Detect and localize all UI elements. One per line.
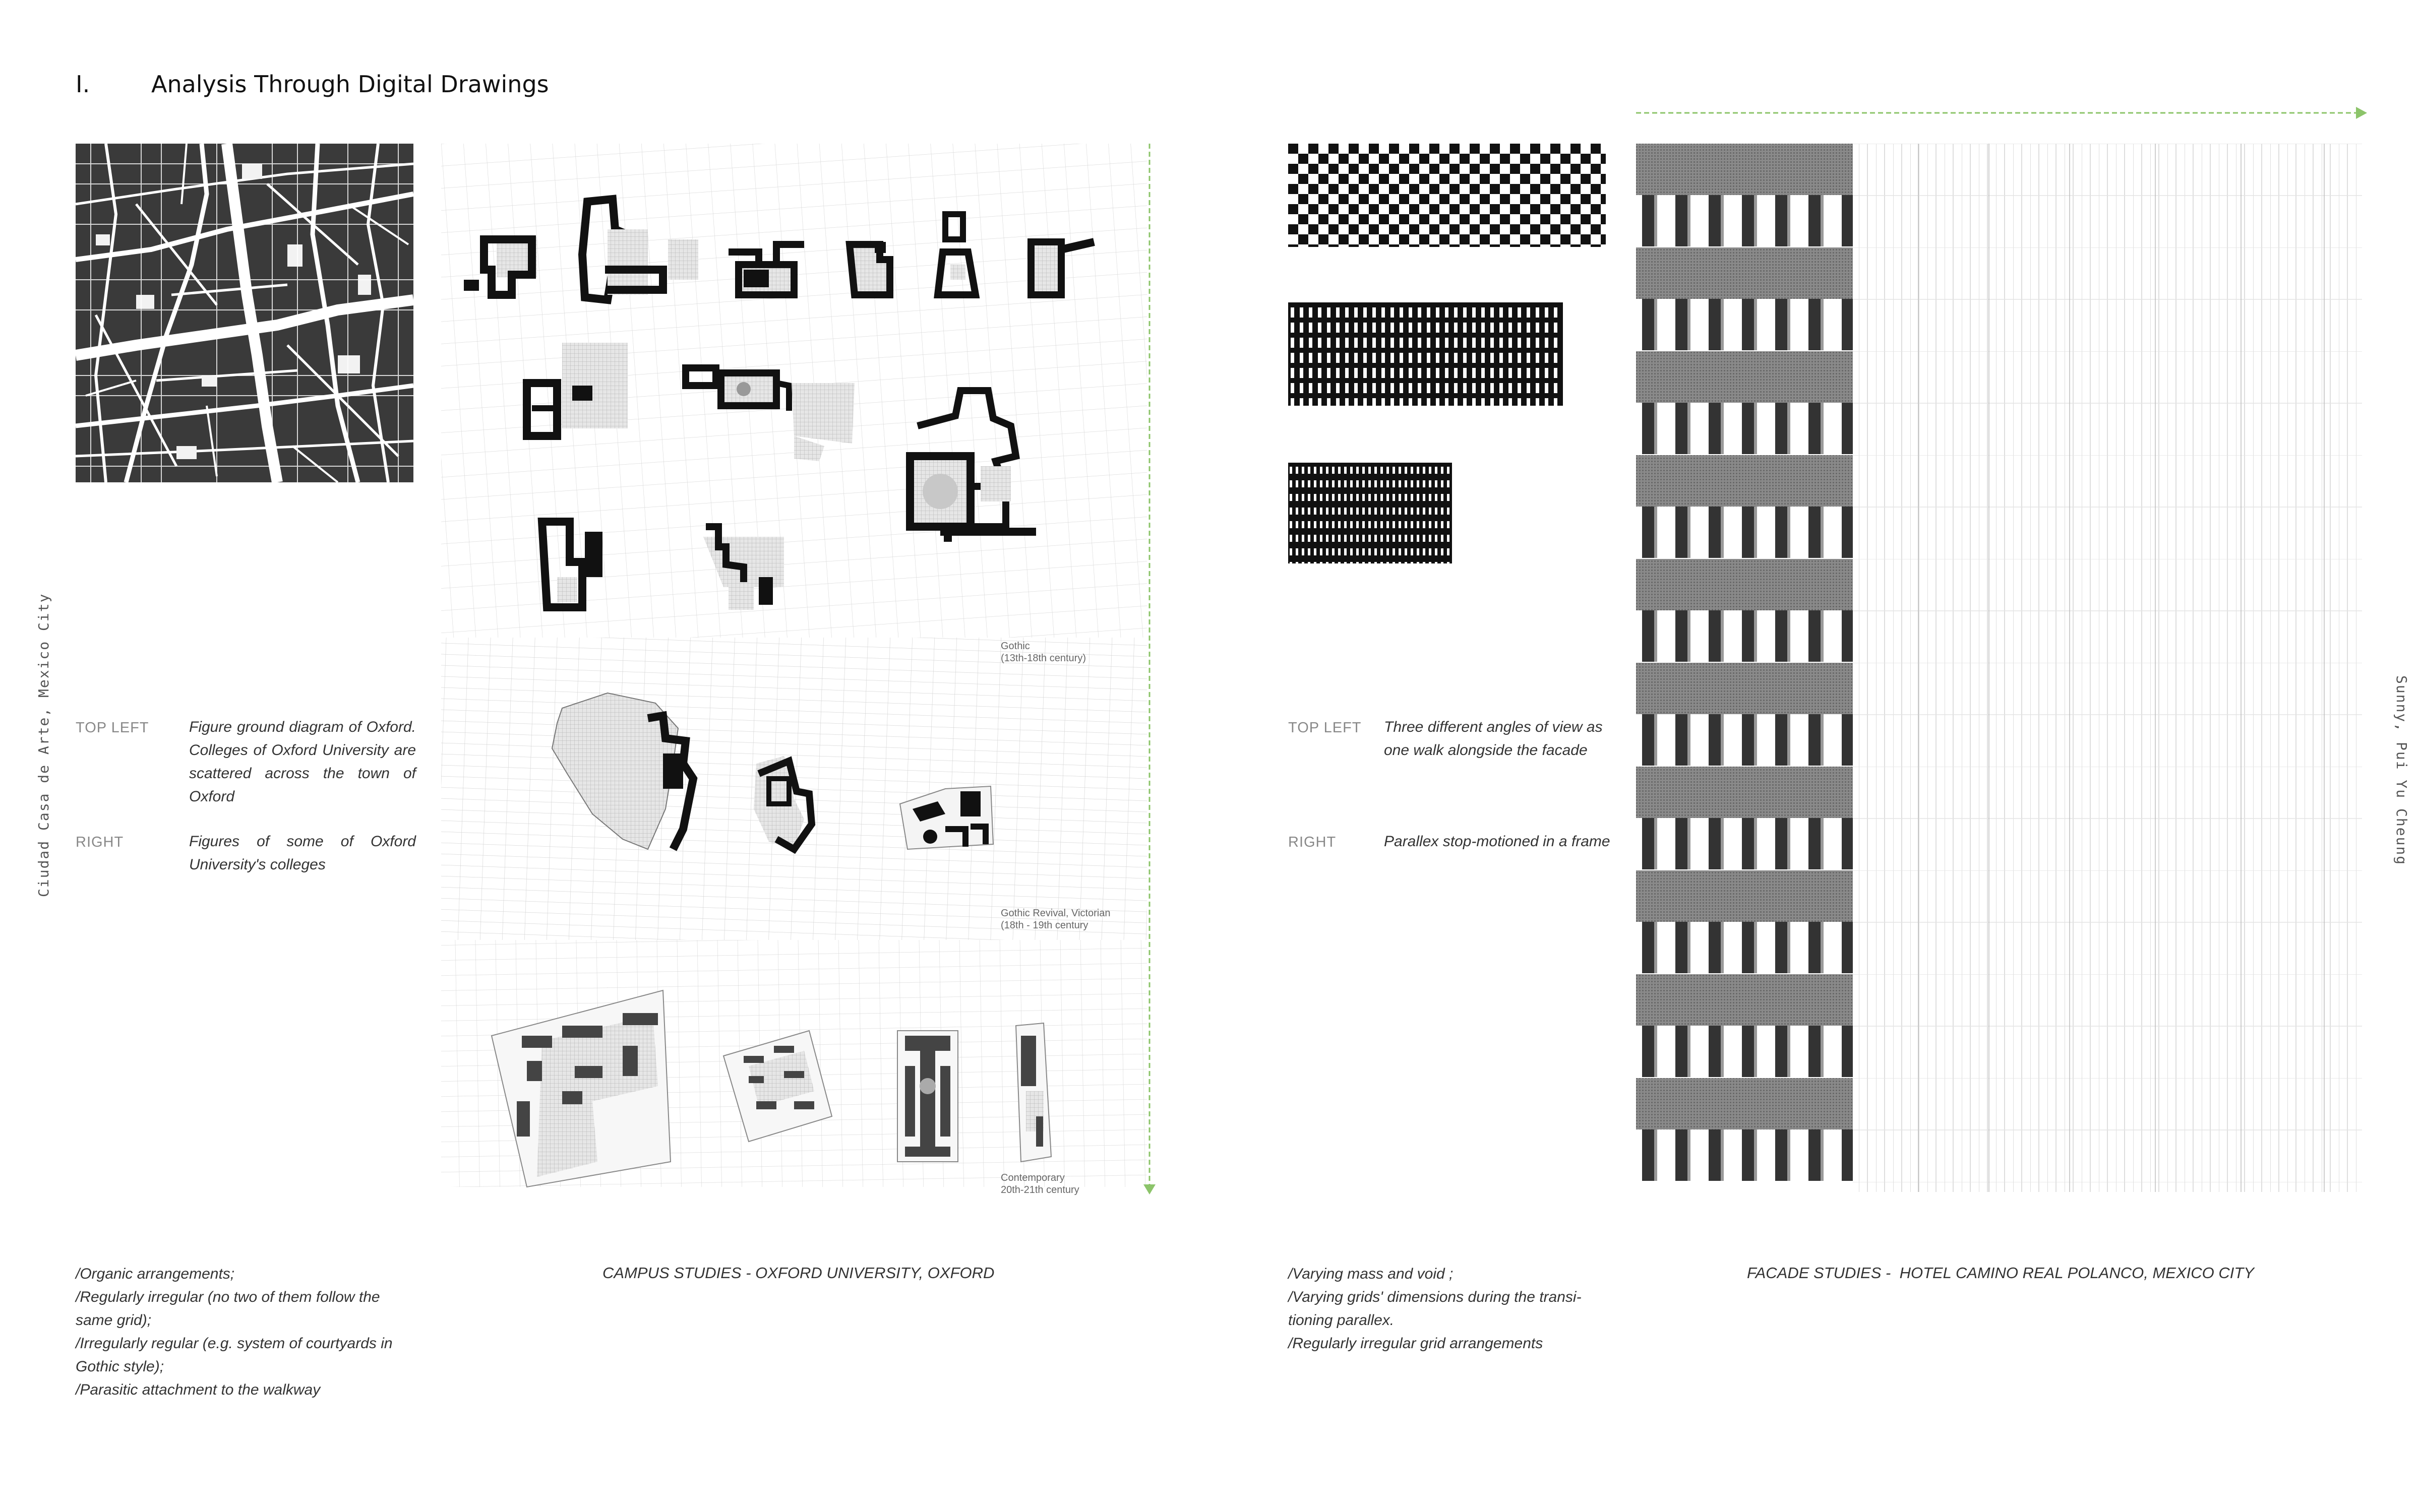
facade-angle-1 [1288,144,1611,249]
study-title-facade: FACADE STUDIES - HOTEL CAMINO REAL POLANCO, MEXICO CITY [1747,1264,2254,1282]
era-label-gothic: Gothic (13th-18th century) [1001,641,1086,664]
study-title-campus: CAMPUS STUDIES - OXFORD UNIVERSITY, OXFORD [602,1264,995,1282]
note-item: /Varying grids' dimensions during the transi- tioning parallex. [1288,1289,1582,1329]
caption-label-right-facade: RIGHT [1288,834,1337,850]
campus-grid-diagram [441,144,1157,1197]
caption-label-top-left: TOP LEFT [76,720,149,736]
side-text-left: Ciudad Casa de Arte, Mexico City [35,593,52,897]
caption-label-right: RIGHT [76,834,124,850]
caption-label-top-left-facade: TOP LEFT [1288,720,1362,736]
note-item: /Regularly irregular (no two of them follow the same grid); [76,1289,380,1329]
note-item: /Regularly irregular grid arrangements [1288,1335,1543,1352]
section-number: I. [76,71,90,98]
caption-text-right-facade: Parallex stop-motioned in a frame [1384,833,1610,850]
facade-angle-2 [1288,302,1570,408]
caption-text-top-left: Figure ground diagram of Oxford. Colleges of Oxford University are scattered across the town of Oxford [189,719,416,805]
note-item: /Varying mass and void ; [1288,1266,1454,1282]
caption-text-right: Figures of some of Oxford University's colleges [189,833,416,873]
note-item: /Parasitic attachment to the walkway [76,1381,321,1398]
era-label-gothic-revival: Gothic Revival, Victorian (18th - 19th century [1001,908,1111,931]
facade-parallax-strip [1636,101,2377,1200]
note-item: /Organic arrangements; [76,1266,235,1282]
era-label-contemporary: Contemporary 20th-21th century [1001,1172,1079,1195]
notes-left [76,1263,418,1402]
figure-ground-map [76,144,413,482]
page-title: Analysis Through Digital Drawings [151,71,549,98]
facade-angle-3 [1288,463,1460,569]
arrow-right-icon [1636,107,2367,119]
notes-right [1288,1263,1621,1355]
caption-text-top-left-facade: Three different angles of view as one walk alongside the facade [1384,719,1603,759]
side-text-right: Sunny, Pui Yu Cheung [2393,675,2410,866]
note-item: /Irregularly regular (e.g. system of courtyards in Gothic style); [76,1335,393,1375]
